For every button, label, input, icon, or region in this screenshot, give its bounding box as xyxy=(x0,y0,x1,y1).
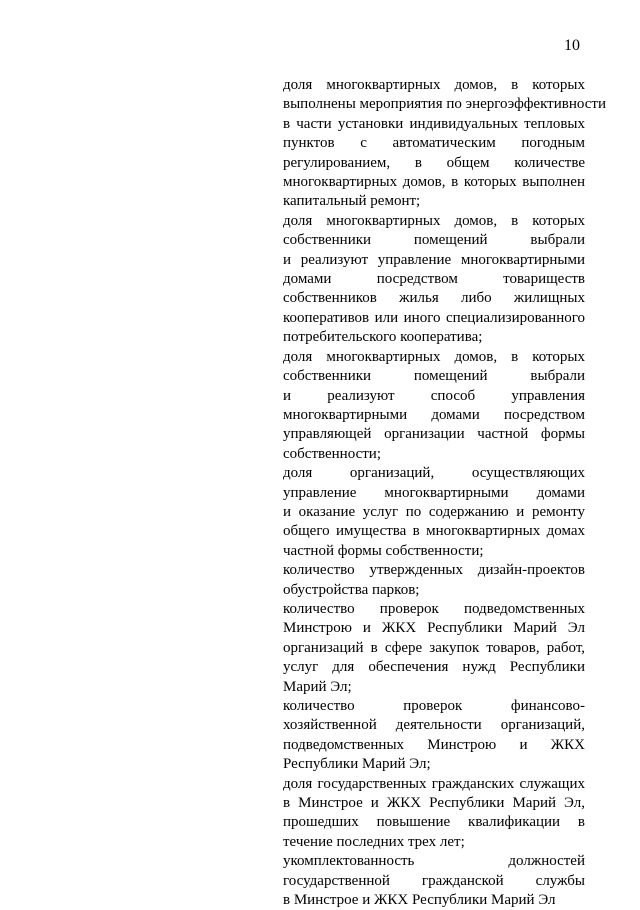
paragraph-line: обустройства парков; xyxy=(283,581,420,598)
paragraph-line: и реализуют способ управления xyxy=(283,387,585,404)
paragraph-line: выполнены мероприятия по энергоэффективности xyxy=(283,96,606,113)
paragraph-line: собственники помещений выбрали xyxy=(283,232,585,249)
indicator-paragraph xyxy=(283,775,585,853)
paragraph-line: в Минстрое и ЖКХ Республики Марий Эл xyxy=(283,892,556,909)
paragraph-line: Минстрою и ЖКХ Республики Марий Эл xyxy=(283,620,585,637)
indicator-paragraph xyxy=(283,76,606,212)
indicator-paragraph xyxy=(283,561,585,600)
paragraph-line: хозяйственной деятельности организаций, xyxy=(283,717,585,734)
paragraph-line: в Минстрое и ЖКХ Республики Марий Эл, xyxy=(283,795,585,812)
paragraph-line: прошедших повышение квалификации в xyxy=(283,814,585,831)
paragraph-line: частной формы собственности; xyxy=(283,542,484,559)
paragraph-line: государственной гражданской службы xyxy=(283,872,585,889)
paragraph-line: доля многоквартирных домов, в которых xyxy=(283,348,585,365)
paragraph-line: управление многоквартирными домами xyxy=(283,484,585,501)
paragraph-line: капитальный ремонт; xyxy=(283,193,421,210)
indicator-paragraph xyxy=(283,212,585,348)
paragraph-line: доля организаций, осуществляющих xyxy=(283,465,585,482)
paragraph-line: доля многоквартирных домов, в которых xyxy=(283,77,585,93)
paragraph-line: укомплектованность должностей xyxy=(283,853,585,870)
paragraph-line: и оказание услуг по содержанию и ремонту xyxy=(283,503,585,520)
indicator-paragraph xyxy=(283,348,585,464)
paragraph-line: подведомственных Минстрою и ЖКХ xyxy=(283,736,585,753)
paragraph-line: и реализуют управление многоквартирными xyxy=(283,251,585,268)
paragraph-line: многоквартирными домами посредством xyxy=(283,406,585,423)
paragraph-line: регулированием, в общем количестве xyxy=(283,154,585,171)
paragraph-line: организаций в сфере закупок товаров, работ, xyxy=(283,639,585,656)
indicator-paragraph xyxy=(283,852,585,910)
paragraph-line: Марий Эл; xyxy=(283,678,352,695)
paragraph-line: количество утвержденных дизайн-проектов xyxy=(283,562,585,579)
paragraph-line: потребительского кооператива; xyxy=(283,329,483,346)
paragraph-line: услуг для обеспечения нужд Республики xyxy=(283,659,585,676)
paragraph-line: кооперативов или иного специализированного xyxy=(283,309,585,326)
paragraph-line: доля государственных гражданских служащих xyxy=(283,775,585,792)
indicator-paragraph xyxy=(283,697,585,775)
page-number: 10 xyxy=(564,37,580,54)
paragraph-line: собственников жилья либо жилищных xyxy=(283,290,585,307)
paragraph-line: собственники помещений выбрали xyxy=(283,368,585,385)
paragraph-line: пунктов с автоматическим погодным xyxy=(283,135,585,152)
paragraph-line: многоквартирных домов, в которых выполнен xyxy=(283,174,585,191)
paragraph-line: домами посредством товариществ xyxy=(283,271,585,288)
paragraph-line: течение последних трех лет; xyxy=(283,833,465,850)
indicator-paragraph xyxy=(283,464,585,561)
indicator-paragraph xyxy=(283,600,585,697)
paragraph-line: доля многоквартирных домов, в которых xyxy=(283,212,585,229)
paragraph-line: Республики Марий Эл; xyxy=(283,756,431,773)
indicator-list xyxy=(283,76,606,910)
paragraph-line: в части установки индивидуальных тепловых xyxy=(283,115,585,132)
paragraph-line: количество проверок финансово- xyxy=(283,698,585,714)
paragraph-line: общего имущества в многоквартирных домах xyxy=(283,523,585,540)
paragraph-line: управляющей организации частной формы xyxy=(283,426,585,443)
paragraph-line: собственности; xyxy=(283,445,381,462)
paragraph-line: количество проверок подведомственных xyxy=(283,600,585,617)
